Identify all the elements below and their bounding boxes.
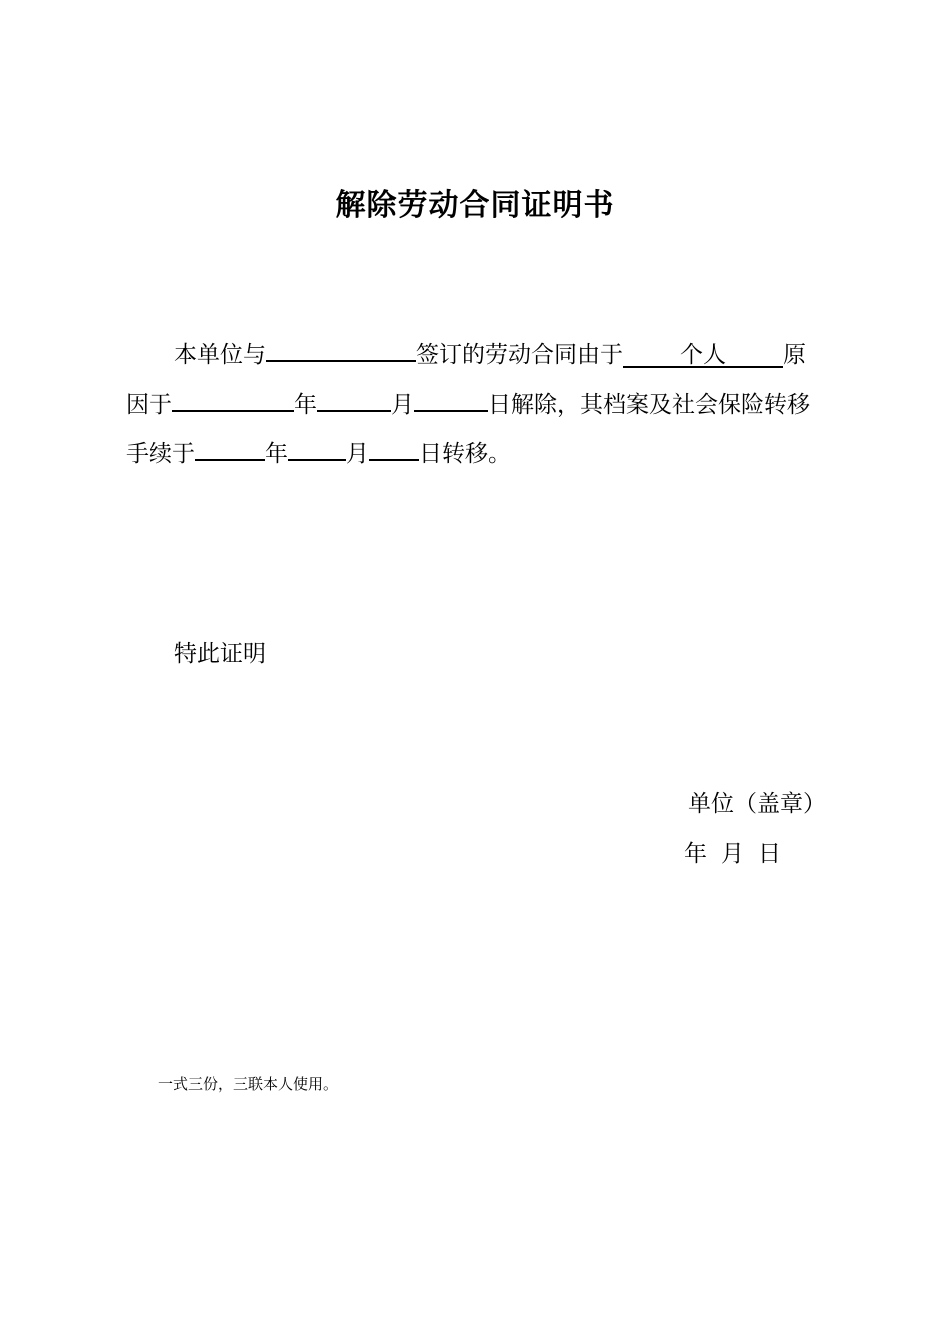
footnote: 一式三份，三联本人使用。 <box>158 1075 339 1093</box>
text-segment: 年 <box>294 392 317 418</box>
termination-day-blank <box>414 388 488 412</box>
text-segment: 日转移。 <box>419 441 511 467</box>
paragraph-line-3 <box>126 437 511 469</box>
paragraph-line-2 <box>126 388 810 420</box>
certify-text: 特此证明 <box>174 641 266 667</box>
transfer-year-blank <box>195 437 265 461</box>
date-year-label: 年 <box>684 841 707 867</box>
text-segment: 签订的劳动合同由于 <box>416 342 623 368</box>
unit-seal-label: 单位（盖章） <box>688 791 826 817</box>
text-segment: 因于 <box>126 392 172 418</box>
signature-date <box>684 835 795 868</box>
transfer-day-blank <box>369 437 419 461</box>
employee-name-blank <box>266 338 416 362</box>
date-day-label: 日 <box>758 841 781 867</box>
paragraph-line-1 <box>174 338 806 370</box>
text-segment: 月 <box>346 441 369 467</box>
termination-month-blank <box>317 388 391 412</box>
text-segment: 日解除，其档案及社会保险转移 <box>488 392 810 418</box>
text-segment: 手续于 <box>126 441 195 467</box>
text-segment: 本单位与 <box>174 342 266 368</box>
transfer-month-blank <box>288 437 346 461</box>
reason-blank <box>623 344 783 368</box>
text-segment: 月 <box>391 392 414 418</box>
document-title: 解除劳动合同证明书 <box>335 188 615 223</box>
termination-year-blank <box>172 388 294 412</box>
reason-value: 个人 <box>680 342 726 368</box>
text-segment: 年 <box>265 441 288 467</box>
date-month-label: 月 <box>721 841 744 867</box>
text-segment: 原 <box>783 342 806 368</box>
